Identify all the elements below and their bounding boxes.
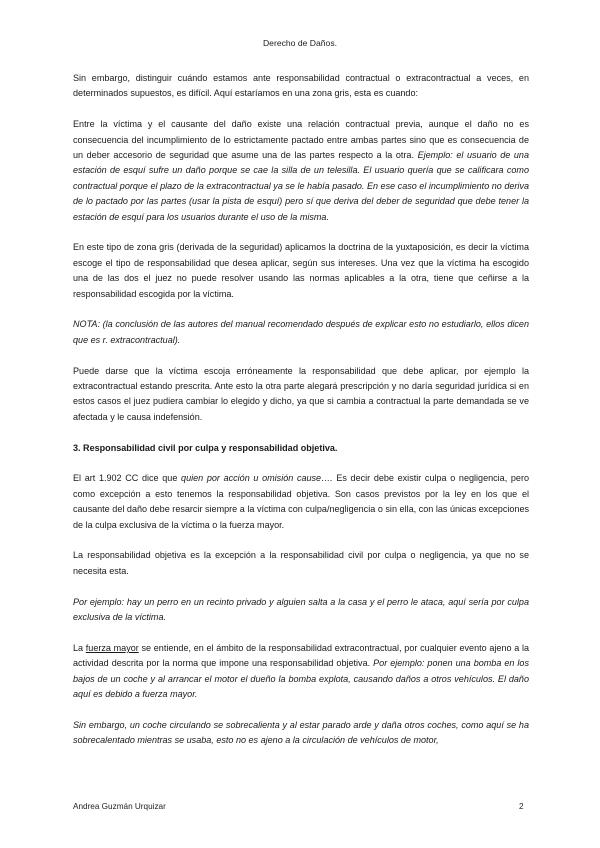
- quote-text: quien por acción u omisión cause….: [181, 473, 333, 484]
- footer-author: Andrea Guzmán Urquizar: [73, 802, 166, 811]
- paragraph-text: La: [73, 642, 86, 653]
- paragraph-coche-sobrecalentado: Sin embargo, un coche circulando se sobrecalienta y al estar parado arde y daña otros coches, como aquí se ha sobrecalentado mientras se usaba, esto no es ajeno a la circulación de vehículos de motor,: [73, 719, 529, 746]
- fuerza-mayor-term: fuerza mayor: [85, 642, 139, 653]
- paragraph-eleccion-erronea: Puede darse que la víctima escoja erróneamente la responsabilidad que debe aplicar, por ejemplo la extracontractual estando prescrita. Ante esto la otra parte alegará prescripción y no daría seguridad jurídica si en estos casos el juez pudiera cambiar lo elegido y dicho, ya que si cambia a contractual la parte demandada se ve afectada y le causa indefensión.: [73, 365, 529, 422]
- example-estacion-esqui: Ejemplo: el usuario de una estación de esquí sufre un daño porque se cae la silla de un telesilla. El usuario quería que se calificara como contractual porque el plazo de la extracontractual ya se le había pasado. En ese caso el incumplimiento no deriva de lo pactado por las partes (usar la pista de esquí) pero sí que deriva del deber de seguridad que debe tener la estación de esquí para los usuarios durante el uso de la misma.: [73, 150, 529, 222]
- paragraph-text: se entiende, en el ámbito de la responsabilidad extracontractual, por cualquier evento ajeno a la actividad descrita por la norma que impone una responsabilidad objetiva.: [73, 642, 530, 669]
- page-header-title: Derecho de Daños.: [262, 38, 338, 48]
- note-paragraph: NOTA: (la conclusión de las autores del manual recomendado después de explicar esto no estudiarlo, ellos dicen que es r. extracontractual).: [73, 319, 529, 345]
- paragraph-art-1902: [73, 471, 529, 533]
- paragraph-yuxtaposicion: En este tipo de zona gris (derivada de la seguridad) aplicamos la doctrina de la yuxtaposición, es decir la víctima escoge el tipo de responsabilidad que desea aplicar, según sus intereses. Una vez que la víctima ha escogido una de las dos el juez no puede resolver usando las normas aplicables a la otra, tiene que ceñirse a la responsabilidad escogida por la víctima.: [73, 242, 529, 299]
- paragraph-relacion-contractual: [73, 117, 529, 225]
- section-heading: 3. Responsabilidad civil por culpa y responsabilidad objetiva.: [73, 442, 338, 453]
- paragraph-text: El art 1.902 CC dice que: [73, 473, 182, 484]
- paragraph-zona-gris-intro: Sin embargo, distinguir cuándo estamos ante responsabilidad contractual o extracontractual a veces, en determinados supuestos, es difícil. Aquí estaríamos en una zona gris, esta es cuando:: [73, 73, 529, 99]
- example-bomba: Por ejemplo: ponen una bomba en los bajos de un coche y al arrancar el motor el dueño la bomba explota, causando daños a otros vehículos. El daño aquí es debido a fuerza mayor.: [73, 658, 529, 700]
- paragraph-text: Es decir debe existir culpa o negligencia, pero como excepción a esto tenemos la responsabilidad objetiva. Son casos previstos por la ley en los que el causante del daño debe resarcir siempre a la víctima con culpa/negligencia o sin ella, con las únicas excepciones de la culpa exclusiva de la víctima o la fuerza mayor.: [73, 473, 529, 530]
- paragraph-fuerza-mayor: [73, 641, 529, 703]
- paragraph-responsabilidad-objetiva: La responsabilidad objetiva es la excepción a la responsabilidad civil por culpa o negligencia, ya que no se necesita esta.: [73, 550, 529, 576]
- example-perro: Por ejemplo: hay un perro en un recinto privado y alguien salta a la casa y el perro le ataca, aquí sería por culpa exclusiva de la víctima.: [73, 596, 529, 623]
- paragraph-text: Entre la víctima y el causante del daño existe una relación contractual previa, aunque el daño no es consecuencia del incumplimiento de lo estrictamente pactado entre ambas partes sino que es consecuencia de un deber accesorio de seguridad que asume una de las partes respecto a la otra.: [73, 119, 529, 161]
- document-body: [73, 71, 529, 749]
- footer-page-number: 2: [519, 802, 524, 811]
